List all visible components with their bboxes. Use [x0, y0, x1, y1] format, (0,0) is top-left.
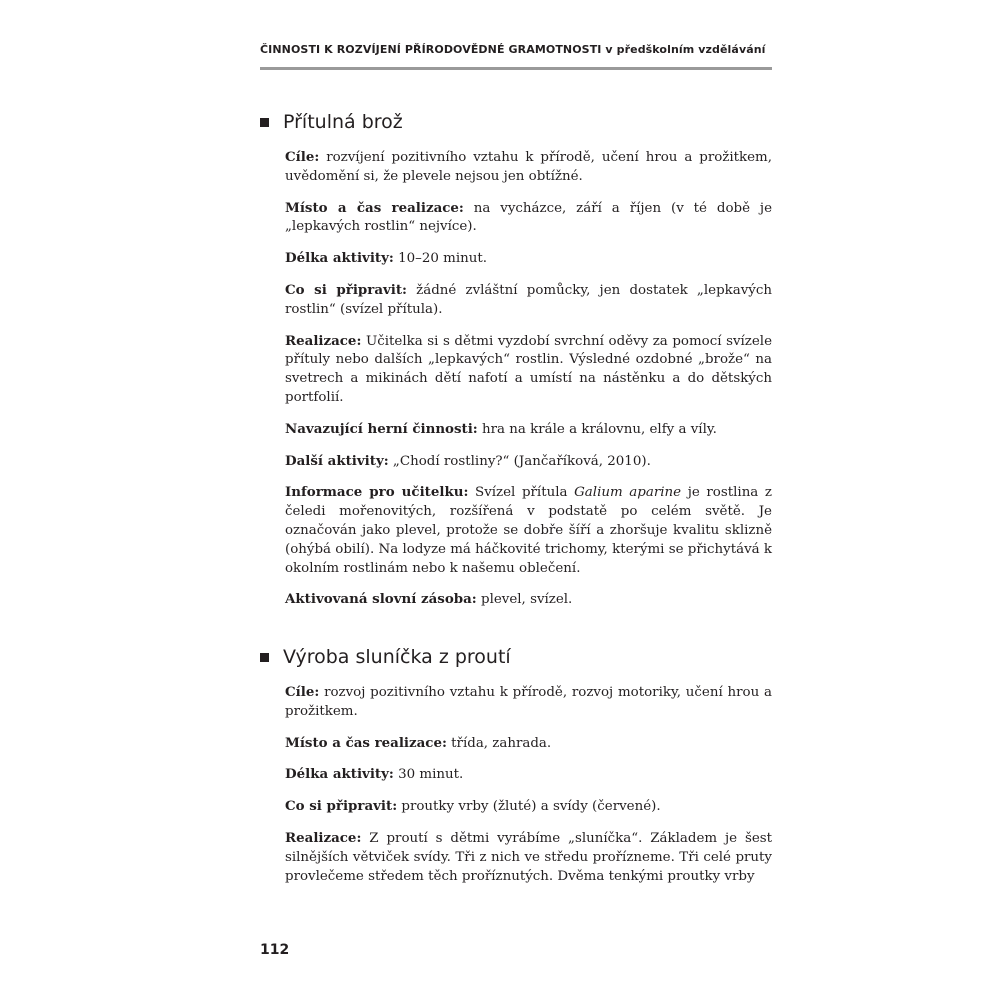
section-vyroba-slunicka	[260, 643, 772, 898]
paragraph-label: Realizace:	[285, 332, 362, 349]
paragraph-text: 30 minut.	[393, 767, 464, 783]
paragraph-label: Navazující herní činnosti:	[285, 420, 478, 437]
paragraph-realization	[285, 332, 772, 408]
running-header	[260, 40, 772, 60]
section-title-text: Výroba sluníčka z proutí	[283, 646, 511, 668]
paragraph-goals	[285, 683, 772, 722]
header-rule	[260, 67, 772, 70]
paragraph-vocabulary	[285, 590, 772, 610]
section-title	[260, 108, 772, 136]
paragraph-label: Místo a čas realizace:	[285, 199, 464, 216]
paragraph-text: rozvoj pozitivního vztahu k přírodě, rozvoj motoriky, učení hrou a prožitkem.	[285, 685, 772, 719]
paragraph-label: Co si připravit:	[285, 281, 407, 298]
paragraph-other-activities	[285, 452, 772, 472]
running-header-rest: v předškolním vzdělávání	[601, 43, 766, 56]
paragraph-text: Učitelka si s dětmi vyzdobí svrchní oděvy za pomocí svízele přítuly nebo dalších „lepkavých“ rostlin. Výsledné ozdobné „brože“ na svetrech a mikinách dětí nafotí a umístí na nástěnku a do dětských portfolií.	[285, 333, 772, 405]
latin-name: Galium aparine	[574, 485, 682, 501]
paragraph-text: „Chodí rostliny?“ (Jančaříková, 2010).	[388, 453, 651, 469]
paragraph-preparation	[285, 281, 772, 320]
paragraph-label: Délka aktivity:	[285, 250, 394, 267]
paragraph-label: Realizace:	[285, 829, 362, 846]
paragraph-text: na vycházce, září a říjen (v té době je „lepkavých rostlin“ nejvíce).	[285, 200, 773, 235]
paragraph-text: žádné zvláštní pomůcky, jen dostatek „lepkavých rostlin“ (svízel přítula).	[285, 282, 772, 317]
paragraph-text: proutky vrby (žluté) a svídy (červené).	[397, 799, 661, 815]
paragraph-preparation	[285, 797, 772, 817]
paragraph-goals	[285, 148, 772, 187]
paragraph-label: Další aktivity:	[285, 452, 389, 469]
paragraph-label: Místo a čas realizace:	[285, 734, 447, 751]
paragraph-duration	[285, 249, 772, 269]
running-header-caps: ČINNOSTI K ROZVÍJENÍ PŘÍRODOVĚDNÉ GRAMOTNOSTI	[260, 43, 602, 56]
paragraph-text: 10–20 minut.	[393, 251, 487, 267]
paragraph-realization	[285, 829, 772, 886]
paragraph-duration	[285, 765, 772, 785]
paragraph-text-before-italic: Svízel přítula	[468, 485, 575, 501]
paragraph-text: třída, zahrada.	[446, 735, 552, 751]
paragraph-label: Aktivovaná slovní zásoba:	[285, 591, 477, 608]
paragraph-text: plevel, svízel.	[476, 592, 573, 608]
paragraph-text: hra na krále a královnu, elfy a víly.	[477, 421, 717, 437]
paragraph-place-time	[285, 734, 772, 754]
paragraph-label: Informace pro učitelku:	[285, 484, 469, 501]
paragraph-label: Cíle:	[285, 684, 320, 700]
section-title	[260, 643, 772, 671]
section-title-text: Přítulná brož	[283, 111, 403, 133]
square-bullet-icon	[260, 653, 269, 662]
paragraph-text: rozvíjení pozitivního vztahu k přírodě, učení hrou a prožitkem, uvědomění si, že plevele nejsou jen obtížné.	[285, 150, 772, 184]
paragraph-text: Z proutí s dětmi vyrábíme „sluníčka“. Základem je šest silnějších větviček svídy. Tři z nich ve středu prořízneme. Tři celé pruty provlečeme středem těch proříznutých. Dvěma tenkými proutky vrby	[285, 830, 772, 884]
paragraph-label: Cíle:	[285, 149, 320, 165]
page-number: 112	[260, 942, 290, 958]
paragraph-teacher-info	[285, 483, 772, 578]
paragraph-label: Délka aktivity:	[285, 766, 394, 783]
paragraph-follow-up-games	[285, 420, 772, 440]
square-bullet-icon	[260, 118, 269, 127]
paragraph-place-time	[285, 199, 772, 238]
paragraph-label: Co si připravit:	[285, 798, 398, 815]
paragraph-text: je rostlina z čeledi mořenovitých, rozšířená v podstatě po celém světě. Je označován jako plevel, protože se dobře šíří a zhoršuje kvalitu sklizně (ohýbá obilí). Na lodyze má háčkovité trichomy, kterými se přichytává k okolním rostlinám nebo k našemu oblečení.	[285, 485, 772, 576]
section-pritulna-broz	[260, 108, 772, 622]
